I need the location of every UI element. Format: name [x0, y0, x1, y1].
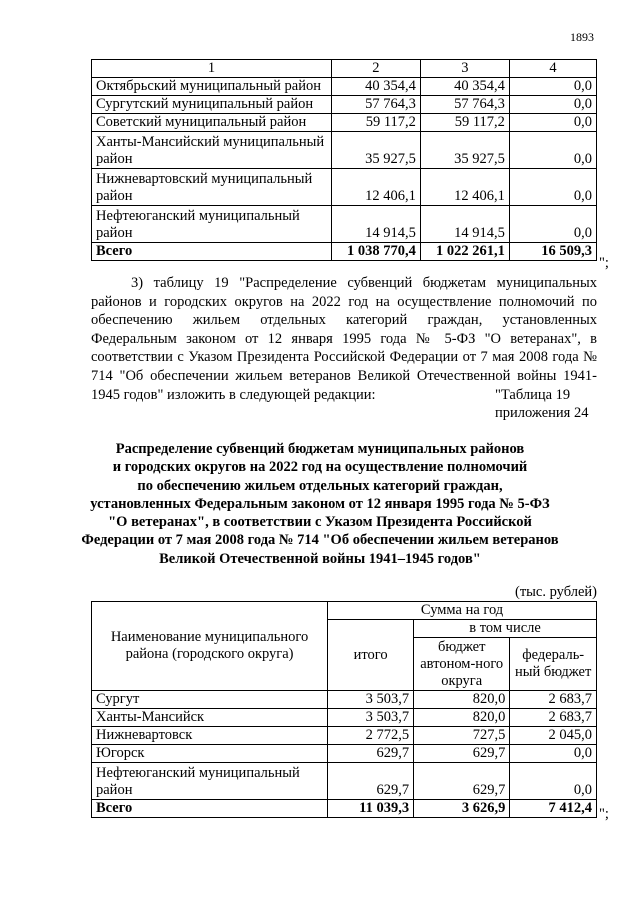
value-cell: 820,0 [414, 691, 510, 709]
header-including: в том числе [414, 620, 597, 638]
header-total: итого [328, 620, 414, 691]
header-name-text: Наименование муниципального района (городского округа) [110, 629, 309, 662]
title-line: Федерации от 7 мая 2008 года № 714 "Об обеспечении жильем ветеранов [81, 532, 559, 549]
value-cell: 2 683,7 [510, 691, 597, 709]
column-number: 1 [92, 60, 332, 78]
title-line: Распределение субвенций бюджетам муниципальных районов [115, 441, 525, 457]
table-total-row [92, 243, 597, 261]
total-value: 3 626,9 [414, 800, 510, 818]
table-title [70, 440, 570, 568]
total-value: 1 022 261,1 [420, 243, 509, 261]
value-cell: 0,0 [509, 78, 596, 96]
units-label: (тыс. рублей) [515, 584, 597, 600]
value-cell: 629,7 [328, 745, 414, 763]
value-cell: 40 354,4 [331, 78, 420, 96]
table-header-row [92, 602, 597, 620]
total-value: 11 039,3 [328, 800, 414, 818]
value-cell: 35 927,5 [331, 132, 420, 169]
header-budget-ao: бюджет автоном-ного округа [414, 638, 510, 691]
value-cell: 40 354,4 [420, 78, 509, 96]
total-label: Всего [92, 800, 328, 818]
amendment-paragraph [91, 274, 597, 404]
value-cell: 59 117,2 [331, 114, 420, 132]
closing-quote: "; [599, 806, 609, 822]
value-cell: 2 045,0 [510, 727, 597, 745]
total-value: 1 038 770,4 [331, 243, 420, 261]
table-row [92, 763, 597, 800]
value-cell: 35 927,5 [420, 132, 509, 169]
header-budget-fed: федераль-ный бюджет [510, 638, 597, 691]
municipality-name: Сургут [92, 691, 328, 709]
title-line: Великой Отечественной войны 1941–1945 годов" [159, 550, 481, 567]
value-cell: 3 503,7 [328, 709, 414, 727]
value-cell: 629,7 [414, 745, 510, 763]
column-number: 4 [509, 60, 596, 78]
district-name: Ханты-Мансийский муниципальный район [92, 132, 332, 169]
value-cell: 2 772,5 [328, 727, 414, 745]
table-reference: "Таблица 19 [495, 387, 571, 403]
table-row [92, 206, 597, 243]
value-cell: 0,0 [509, 206, 596, 243]
value-cell: 14 914,5 [420, 206, 509, 243]
page-number: 1893 [570, 30, 594, 44]
subvention-table-19 [91, 601, 597, 818]
table-row [92, 132, 597, 169]
table-row [92, 78, 597, 96]
column-number: 3 [420, 60, 509, 78]
table-row [92, 691, 597, 709]
value-cell: 12 406,1 [420, 169, 509, 206]
value-cell: 0,0 [510, 745, 597, 763]
value-cell: 0,0 [509, 114, 596, 132]
value-cell: 0,0 [509, 169, 596, 206]
total-value: 7 412,4 [510, 800, 597, 818]
column-number: 2 [331, 60, 420, 78]
table-row [92, 169, 597, 206]
district-name: Октябрьский муниципальный район [92, 78, 332, 96]
table-row [92, 745, 597, 763]
table-header-row [92, 60, 597, 78]
table-row [92, 114, 597, 132]
appendix-reference: приложения 24 [495, 405, 589, 421]
attachment-reference [495, 386, 588, 422]
header-name [92, 602, 328, 691]
municipality-name: Ханты-Мансийск [92, 709, 328, 727]
district-name: Нефтеюганский муниципальный район [92, 206, 332, 243]
header-sum: Сумма на год [328, 602, 597, 620]
value-cell: 2 683,7 [510, 709, 597, 727]
title-line: "О ветеранах", в соответствии с Указом Президента Российской [108, 514, 532, 531]
municipality-name: Югорск [92, 745, 328, 763]
subvention-table-continued [91, 59, 597, 261]
table-body [92, 78, 597, 243]
municipality-name: Нефтеюганский муниципальный район [92, 763, 328, 800]
value-cell: 57 764,3 [420, 96, 509, 114]
district-name: Нижневартовский муниципальный район [92, 169, 332, 206]
municipality-name: Нижневартовск [92, 727, 328, 745]
title-line: установленных Федеральным законом от 12 января 1995 года № 5-ФЗ [90, 495, 550, 512]
district-name: Сургутский муниципальный район [92, 96, 332, 114]
value-cell: 59 117,2 [420, 114, 509, 132]
district-name: Советский муниципальный район [92, 114, 332, 132]
total-value: 16 509,3 [509, 243, 596, 261]
total-label: Всего [92, 243, 332, 261]
value-cell: 727,5 [414, 727, 510, 745]
table-total-row [92, 800, 597, 818]
closing-quote: "; [599, 255, 609, 271]
paragraph-text: 3) таблицу 19 "Распределение субвенций бюджетам муниципальных районов и городских округов на 2022 год на осуществление полномочий по обеспечению жильем отдельных категорий граждан, установленных Федеральным законом от 12 января 1995 года № 5-ФЗ "О ветеранах", в соответствии с Указом Президента Российской Федерации от 7 мая 2008 года № 714 "Об обеспечении жильем ветеранов Великой Отечественной войны 1941-1945 годов" изложить в следующей редакции: [91, 275, 597, 403]
table-row [92, 727, 597, 745]
value-cell: 3 503,7 [328, 691, 414, 709]
table-row [92, 709, 597, 727]
value-cell: 820,0 [414, 709, 510, 727]
title-line: и городских округов на 2022 год на осуществление полномочий [112, 459, 528, 476]
value-cell: 0,0 [509, 132, 596, 169]
value-cell: 14 914,5 [331, 206, 420, 243]
value-cell: 0,0 [510, 763, 597, 800]
value-cell: 629,7 [414, 763, 510, 800]
value-cell: 629,7 [328, 763, 414, 800]
table-row [92, 96, 597, 114]
table-body [92, 691, 597, 800]
value-cell: 0,0 [509, 96, 596, 114]
title-line: по обеспечению жильем отдельных категорий граждан, [137, 477, 503, 494]
value-cell: 57 764,3 [331, 96, 420, 114]
value-cell: 12 406,1 [331, 169, 420, 206]
